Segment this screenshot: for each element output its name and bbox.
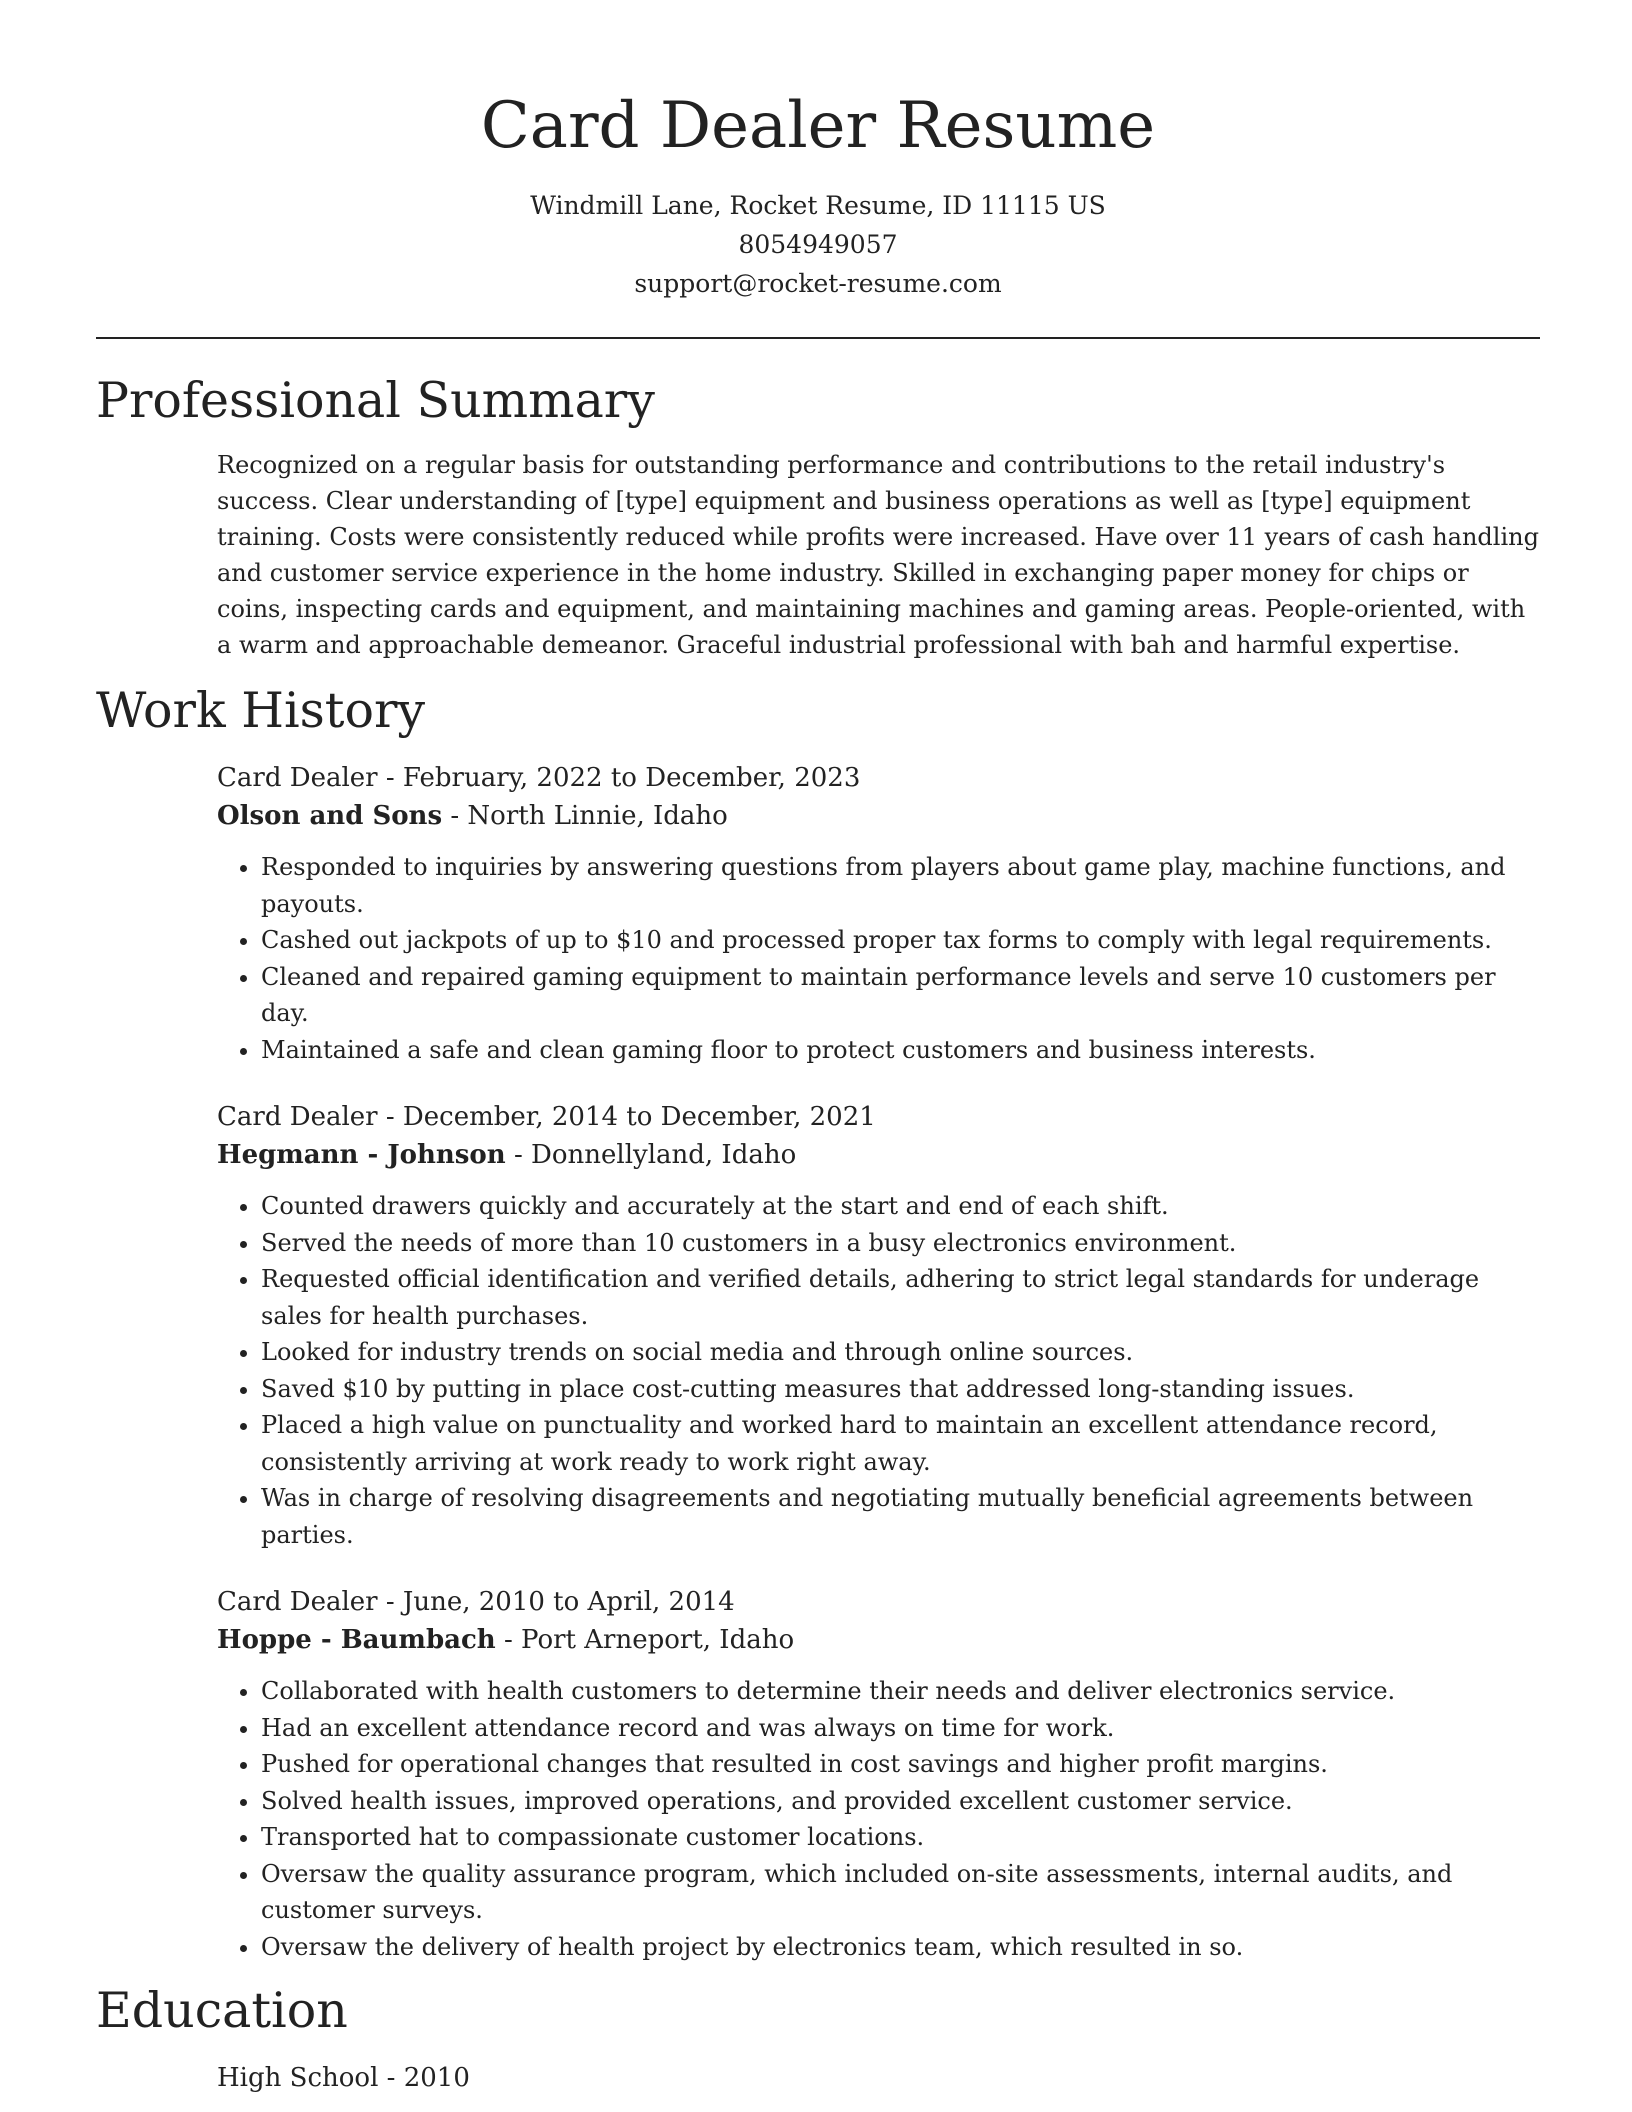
job-bullet: • Saved $10 by putting in place cost-cutting measures that addressed long-standing issues. xyxy=(261,1371,1540,1408)
job-title: Card Dealer - December, 2014 to December, 2021 xyxy=(217,1102,876,1132)
header-divider xyxy=(96,337,1540,339)
job-entry xyxy=(217,1583,1540,1965)
summary-heading: Professional Summary xyxy=(96,372,655,429)
contact-address: Windmill Lane, Rocket Resume, ID 11115 US xyxy=(530,191,1106,220)
job-bullet: • Had an excellent attendance record and was always on time for work. xyxy=(261,1710,1540,1747)
job-entry xyxy=(217,1098,1540,1553)
contact-email: support@rocket-resume.com xyxy=(634,269,1002,298)
job-bullet: • Requested official identification and verified details, adhering to strict legal standards for underage sales for health purchases. xyxy=(261,1261,1540,1334)
job-bullet: • Placed a high value on punctuality and worked hard to maintain an excellent attendance record, consistently arriving at work ready to work right away. xyxy=(261,1407,1540,1480)
job-bullets xyxy=(217,1673,1540,1965)
summary-section xyxy=(96,369,1540,663)
job-bullet: • Pushed for operational changes that resulted in cost savings and higher profit margins. xyxy=(261,1746,1540,1783)
job-bullet: • Counted drawers quickly and accurately at the start and end of each shift. xyxy=(261,1188,1540,1225)
job-bullet: • Solved health issues, improved operations, and provided excellent customer service. xyxy=(261,1783,1540,1820)
contact-phone: 8054949057 xyxy=(738,230,898,259)
summary-text: Recognized on a regular basis for outstanding performance and contributions to the retail industry's success. Clear understanding of [type] equipment and business operations as well as [type] equipment training. Costs were consistently reduced while profits were increased. Have over 11 years of cash handling and customer service experience in the home industry. Skilled in exchanging paper money for chips or coins, inspecting cards and equipment, and maintaining machines and gaming areas. People-oriented, with a warm and approachable demeanor. Graceful industrial professional with bah and harmful expertise. xyxy=(217,451,1539,659)
job-company: Hegmann - Johnson xyxy=(217,1140,506,1170)
job-company-line xyxy=(217,1621,1540,1659)
job-bullet: • Collaborated with health customers to determine their needs and deliver electronics service. xyxy=(261,1673,1540,1710)
resume-title: Card Dealer Resume xyxy=(480,89,1156,163)
job-location: - North Linnie, Idaho xyxy=(442,801,728,831)
resume-page xyxy=(96,0,1540,2097)
job-bullet: • Cleaned and repaired gaming equipment to maintain performance levels and serve 10 customers per day. xyxy=(261,959,1540,1032)
job-location: - Port Arneport, Idaho xyxy=(495,1625,795,1655)
job-bullet: • Transported hat to compassionate customer locations. xyxy=(261,1819,1540,1856)
job-bullets xyxy=(217,849,1540,1068)
job-company: Olson and Sons xyxy=(217,801,443,831)
education-section xyxy=(96,1979,1540,2097)
contact-info xyxy=(96,186,1540,303)
job-entry xyxy=(217,759,1540,1068)
job-bullet: • Maintained a safe and clean gaming floor to protect customers and business interests. xyxy=(261,1032,1540,1069)
work-history-heading: Work History xyxy=(96,682,426,739)
work-history-section xyxy=(96,679,1540,1965)
resume-header xyxy=(96,0,1540,303)
job-bullets xyxy=(217,1188,1540,1553)
job-bullet: • Looked for industry trends on social media and through online sources. xyxy=(261,1334,1540,1371)
job-bullet: • Responded to inquiries by answering questions from players about game play, machine functions, and payouts. xyxy=(261,849,1540,922)
education-entry: High School - 2010 xyxy=(217,2063,470,2093)
job-company-line xyxy=(217,1136,1540,1174)
job-title: Card Dealer - June, 2010 to April, 2014 xyxy=(217,1587,735,1617)
job-bullet: • Oversaw the quality assurance program, which included on-site assessments, internal audits, and customer surveys. xyxy=(261,1856,1540,1929)
job-bullet: • Served the needs of more than 10 customers in a busy electronics environment. xyxy=(261,1225,1540,1262)
job-title: Card Dealer - February, 2022 to December, 2023 xyxy=(217,763,861,793)
job-bullet: • Cashed out jackpots of up to $10 and processed proper tax forms to comply with legal requirements. xyxy=(261,922,1540,959)
education-heading: Education xyxy=(96,1982,348,2039)
job-company: Hoppe - Baumbach xyxy=(217,1625,496,1655)
job-bullet: • Oversaw the delivery of health project by electronics team, which resulted in so. xyxy=(261,1929,1540,1966)
job-company-line xyxy=(217,797,1540,835)
job-location: - Donnellyland, Idaho xyxy=(505,1140,797,1170)
job-bullet: • Was in charge of resolving disagreements and negotiating mutually beneficial agreements between parties. xyxy=(261,1480,1540,1553)
